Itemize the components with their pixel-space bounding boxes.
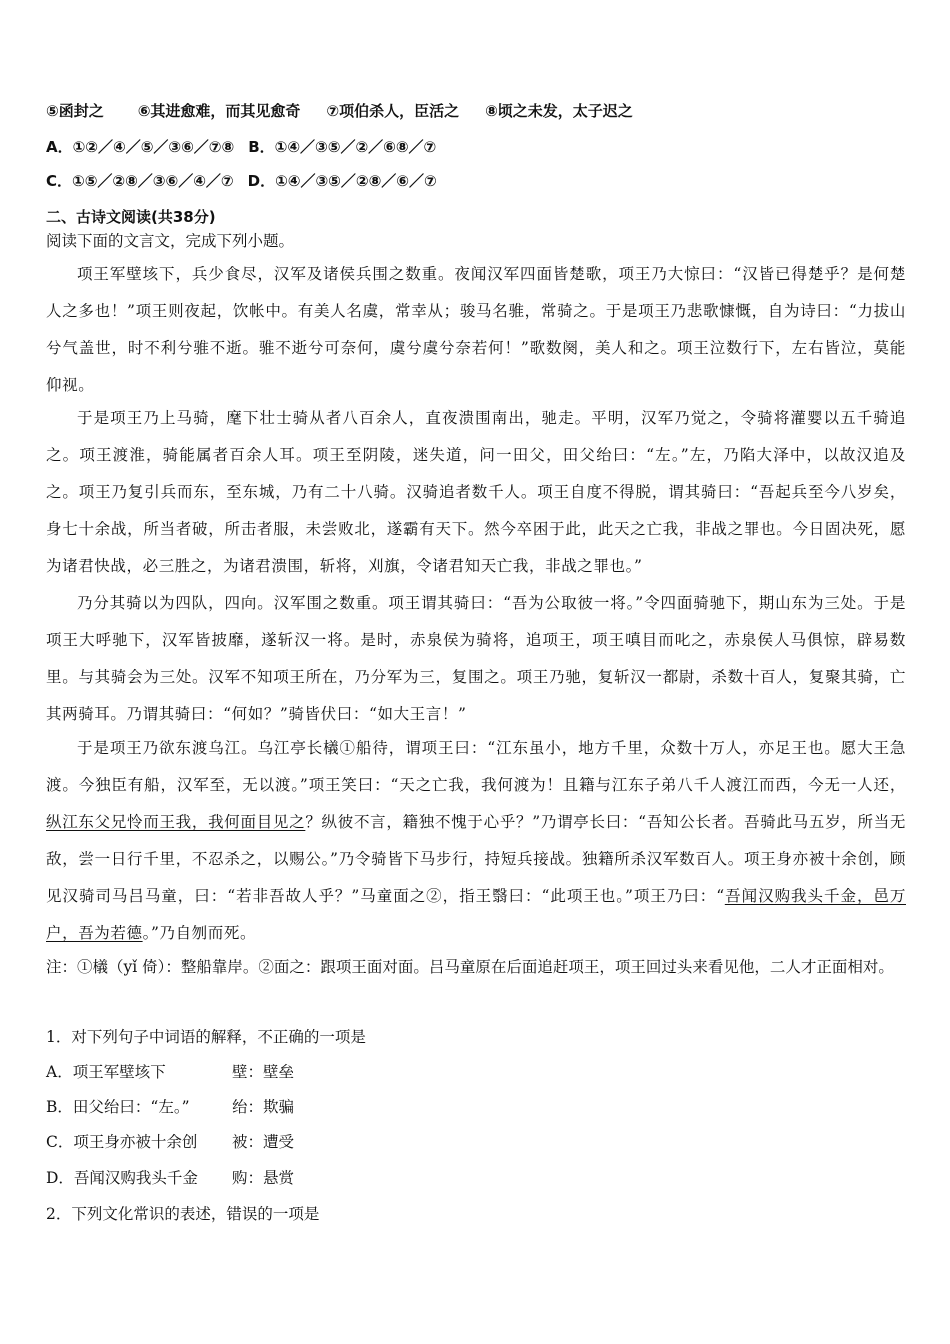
option-b-sentence: B．田父绐曰：“左。” [46,1098,190,1116]
question-1-option-a [46,1062,294,1082]
passage-paragraph-1: 项王军壁垓下，兵少食尽，汉军及诸侯兵围之数重。夜闻汉军四面皆楚歌，项王乃大惊曰：“汉皆已得楚乎？是何楚人之多也！”项王则夜起，饮帐中。有美人名虞，常幸从；骏马名骓，常骑之。于是项王乃悲歌慷慨，自为诗曰：“力拔山兮气盖世，时不利兮骓不逝。骓不逝兮可奈何，虞兮虞兮奈若何！”歌数阕，美人和之。项王泣数行下，左右皆泣，莫能仰视。 [46,265,906,394]
option-b-gloss: 绐：欺骗 [232,1098,295,1116]
section-instruction: 阅读下面的文言文，完成下列小题。 [46,232,295,250]
paragraph-4-part-c: 。”乃自刎而死。 [142,924,257,942]
passage-paragraph-2: 于是项王乃上马骑，麾下壮士骑从者八百余人，直夜溃围南出，驰走。平明，汉军乃觉之，令骑将灌婴以五千骑追之。项王渡淮，骑能属者百余人耳。项王至阴陵，迷失道，问一田父，田父绐曰：“左。”左，乃陷大泽中，以故汉追及之。项王乃复引兵而东，至东城，乃有二十八骑。汉骑追者数千人。项王自度不得脱，谓其骑曰：“吾起兵至今八岁矣，身七十余战，所当者破，所击者服，未尝败北，遂霸有天下。然今卒困于此，此天之亡我，非战之罪也。今日固决死，愿为诸君快战，必三胜之，为诸君溃围，斩将，刈旗，令诸君知天亡我，非战之罪也。” [46,409,906,575]
item-7: ⑦项伯杀人，臣活之 [326,102,460,120]
answer-line-ab [46,137,436,157]
top-items-line [46,101,633,121]
option-a-gloss: 壁：壁垒 [232,1063,295,1081]
item-6: ⑥其进愈难，而其见愈奇 [137,102,301,120]
option-c-gloss: 被：遭受 [232,1133,295,1151]
item-8: ⑧顷之未发，太子迟之 [485,102,633,120]
section-heading: 二、古诗文阅读(共38分) [46,208,216,226]
footnote: 注：①檥（yǐ 倚）：整船靠岸。②面之：跟项王面对面。吕马童原在后面追赶项王，项王回过头来看见他，二人才正面相对。 [46,958,894,976]
passage-paragraph-3: 乃分其骑以为四队，四向。汉军围之数重。项王谓其骑曰：“吾为公取彼一将。”令四面骑驰下，期山东为三处。于是项王大呼驰下，汉军皆披靡，遂斩汉一将。是时，赤泉侯为骑将，追项王，项王嗔目而叱之，赤泉侯人马俱惊，辟易数里。与其骑会为三处。汉军不知项王所在，乃分军为三，复围之。项王乃驰，复斩汉一都尉，杀数十百人，复聚其骑，亡其两骑耳。乃谓其骑曰：“何如？”骑皆伏曰：“如大王言！” [46,594,906,723]
underlined-sentence-2: 吾闻汉购我头千金，邑万户，吾为若德 [46,887,906,942]
answer-b: B．①④／③⑤／②／⑥⑧／⑦ [248,138,437,156]
option-c-sentence: C．项王身亦被十余创 [46,1133,198,1151]
question-1-stem: 1．对下列句子中词语的解释，不正确的一项是 [46,1028,366,1046]
option-a-sentence: A．项王军壁垓下 [46,1063,166,1081]
paragraph-4-part-a: 于是项王乃欲东渡乌江。乌江亭长檥①船待，谓项王曰：“江东虽小，地方千里，众数十万人，亦足王也。愿大王急渡。今独臣有船，汉军至，无以渡。”项王笑曰：“天之亡我，我何渡为！且籍与江东子弟八千人渡江而西，今无一人还， [46,739,906,794]
question-1-option-b [46,1097,294,1117]
answer-a: A．①②／④／⑤／③⑥／⑦⑧ [46,138,235,156]
answer-d: D．①④／③⑤／②⑧／⑥／⑦ [247,172,437,190]
paragraph-4-part-b: ？纵彼不言，籍独不愧于心乎？”乃谓亭长曰：“吾知公长者。吾骑此马五岁，所当无敌，尝一日行千里，不忍杀之，以赐公。”乃令骑皆下马步行，持短兵接战。独籍所杀汉军数百人。项王身亦被十余创，顾见汉骑司马吕马童，曰：“若非吾故人乎？”马童面之②，指王翳曰：“此项王也。”项王乃曰：“ [46,813,906,905]
passage-paragraph-4 [46,730,906,952]
answer-line-cd [46,171,437,191]
answer-c: C．①⑤／②⑧／③⑥／④／⑦ [46,172,234,190]
option-d-sentence: D．吾闻汉购我头千金 [46,1169,198,1187]
underlined-sentence-1: 纵江东父兄怜而王我，我何面目见之 [46,813,306,831]
item-5: ⑤函封之 [46,102,104,120]
question-1-option-d [46,1168,294,1188]
question-1-option-c [46,1132,294,1152]
question-2-stem: 2．下列文化常识的表述，错误的一项是 [46,1205,320,1223]
option-d-gloss: 购：悬赏 [232,1169,295,1187]
